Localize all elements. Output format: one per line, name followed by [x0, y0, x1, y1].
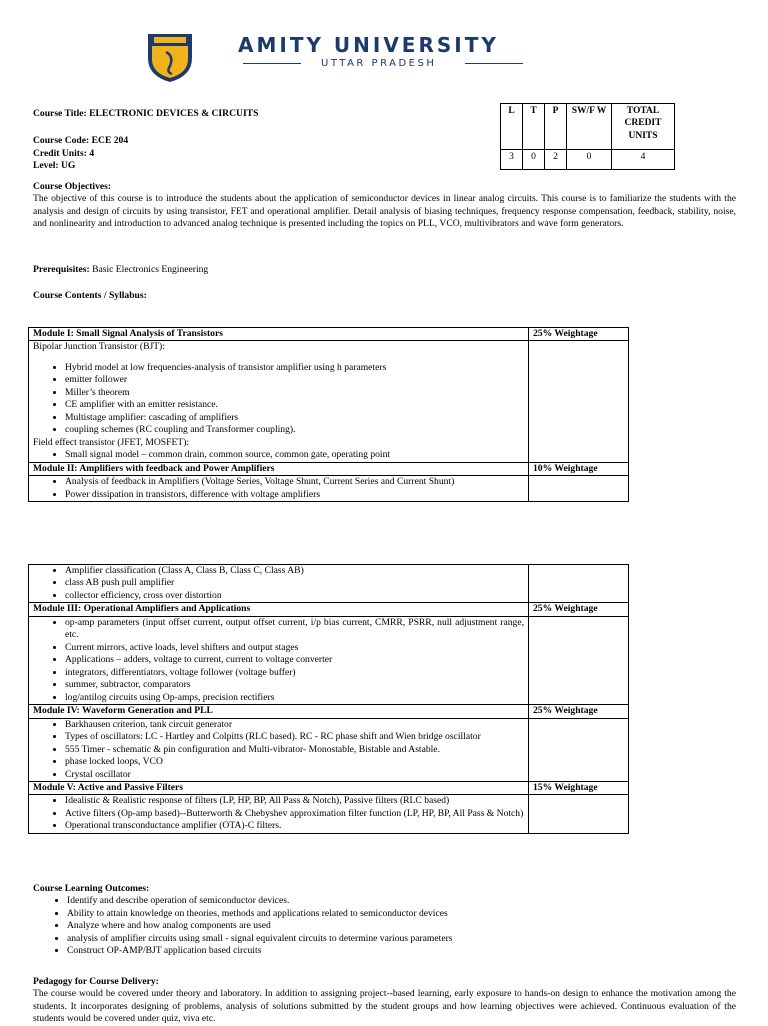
course-objectives — [33, 181, 736, 231]
module-title: Module III: Operational Amplifiers and Applications — [29, 603, 529, 616]
university-name: AMITY UNIVERSITY — [238, 33, 499, 57]
module-weightage: 15% Weightage — [529, 781, 629, 794]
list-item: • Analyze where and how analog components are used — [67, 920, 736, 932]
module-title: Module I: Small Signal Analysis of Transistors — [29, 328, 529, 341]
divider — [465, 63, 523, 64]
page-header — [0, 26, 768, 86]
learning-outcomes — [33, 883, 736, 958]
course-title: Course Title: ELECTRONIC DEVICES & CIRCUITS — [33, 108, 259, 119]
objectives-text: The objective of this course is to introduce the students about the application of semiconductor devices in linear analog circuits. This course is to familiarize the students with the analysis and design of circuits by using transistor, FET and operational amplifier. Detail analysis of biasing techniques, frequency response compensation, feedback, stability, noise, and nonlinearity and introduction to advanced analog technique is presented including the topics on PLL, VCO, multivibrators and wave form generators. — [33, 193, 736, 230]
module-body — [29, 565, 529, 603]
topic-list: • Hybrid model at low frequencies-analysis of transistor amplifier using h parameters • emitter follower • Miller’s theorem • CE amplifier with an emitter resistance. • Multistage amplifier: cascading of amplifiers • coupling schemes (RC coupling and Transformer coupling). — [33, 362, 524, 437]
syllabus-table-1 — [28, 327, 629, 502]
syllabus-table-2 — [28, 564, 629, 834]
section-heading: Pedagogy for Course Delivery: — [33, 976, 159, 987]
topic-list: • Amplifier classification (Class A, Class B, Class C, Class AB) • class AB push pull amplifier • collector efficiency, cross over distortion — [33, 565, 524, 602]
module-body — [29, 795, 529, 833]
pedagogy-text: The course would be covered under theory and laboratory. In addition to assigning project--based learning, early exposure to hands-on design to enhance the motivation among the students. It incorporates designing of problems, analysis of solutions submitted by the student groups and how learning objectives were achieved. Continuous evaluation of the students would be covered under quiz, viva etc. — [33, 988, 736, 1025]
course-level: Level: UG — [33, 160, 76, 172]
campus-banner — [243, 57, 543, 69]
pedagogy — [33, 976, 736, 1026]
amity-logo-icon — [146, 32, 194, 84]
module-weightage: 25% Weightage — [529, 328, 629, 341]
topic-list: • Small signal model – common drain, common source, common gate, operating point — [33, 449, 524, 461]
outcome-list — [33, 895, 736, 957]
credit-units: Credit Units: 4 — [33, 147, 95, 159]
module-weightage: 10% Weightage — [529, 462, 629, 475]
module-body — [29, 476, 529, 502]
divider — [243, 63, 301, 64]
campus-name: UTTAR PRADESH — [321, 58, 437, 69]
section-heading: Course Objectives: — [33, 181, 112, 192]
module-title: Module V: Active and Passive Filters — [29, 781, 529, 794]
module-title: Module IV: Waveform Generation and PLL — [29, 705, 529, 718]
prerequisites: Prerequisites: Basic Electronics Engineering — [33, 264, 209, 275]
topic-list: • Barkhausen criterion, tank circuit generator • Types of oscillators: LC - Hartley and Colpitts (RLC based). RC - RC phase shift and Wien bridge oscillator • 555 Timer - schematic & pin configuration and Multi-vibrator- Monostable, Bistable and Astable. • phase locked loops, VCO • Crystal oscillator — [33, 719, 524, 781]
topic-list: • Analysis of feedback in Amplifiers (Voltage Series, Voltage Shunt, Current Series and Current Shunt) • Power dissipation in transistors, difference with voltage amplifiers — [33, 476, 524, 501]
section-heading: Course Learning Outcomes: — [33, 883, 150, 894]
list-item: • Identify and describe operation of semiconductor devices. — [67, 895, 736, 907]
topic-list: • Idealistic & Realistic response of filters (LP, HP, BP, All Pass & Notch), Passive filters (RLC based) • Active filters (Op-amp based)--Butterworth & Chebyshev approximation filter function (LP, HP, BP, All Pass & Notch) • Operational transconductance amplifier (OTA)-C filters. — [33, 795, 524, 832]
module-body — [29, 616, 529, 704]
module-weightage: 25% Weightage — [529, 603, 629, 616]
course-code: Course Code: ECE 204 — [33, 135, 129, 147]
module-body: Bipolar Junction Transistor (BJT): • Hybrid model at low frequencies-analysis of transistor amplifier using h parameters • emitter follower • Miller’s theorem • CE amplifier with an emitter resistance. • Multistage amplifier: cascading of amplifiers • coupling schemes (RC coupling and Transformer coupling). Field effect transistor (JFET, MOSFET): • Small signal model – common drain, common source, common gate, operating point — [29, 341, 529, 462]
module-body — [29, 718, 529, 781]
topic-list: • op-amp parameters (input offset current, output offset current, i/p bias current, CMRR, PSRR, null adjustment range, etc. • Current mirrors, active loads, level shifters and output stages • Applications – adders, voltage to current, current to voltage converter • integrators, differentiators, voltage follower (voltage buffer) • summer, subtractor, comparators • log/antilog circuits using Op-amps, precision rectifiers — [33, 617, 524, 704]
module-title: Module II: Amplifiers with feedback and Power Amplifiers — [29, 462, 529, 475]
list-item: • Ability to attain knowledge on theories, methods and applications related to semiconductor devices — [67, 908, 736, 920]
module-weightage: 25% Weightage — [529, 705, 629, 718]
list-item: • Construct OP-AMP/BJT application based circuits — [67, 945, 736, 957]
contents-heading: Course Contents / Syllabus: — [33, 290, 147, 301]
course-info — [33, 108, 333, 173]
ltp-table: L T P SW/F W TOTAL CREDIT UNITS 3 0 2 0 4 — [500, 103, 675, 170]
list-item: • analysis of amplifier circuits using small - signal equivalent circuits to determine various parameters — [67, 933, 736, 945]
